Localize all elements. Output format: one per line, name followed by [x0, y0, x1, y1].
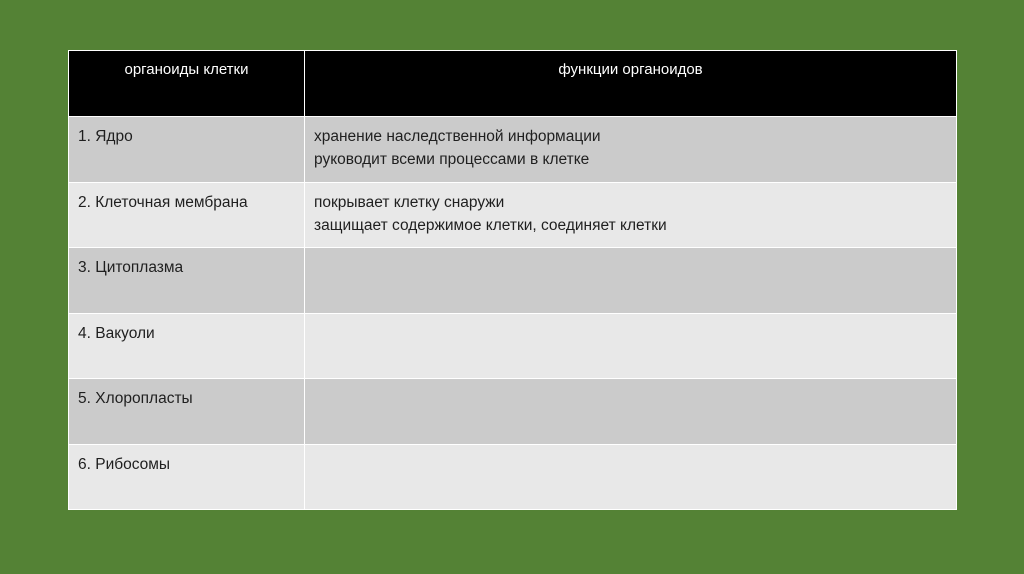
organoid-cell: 5. Хлоропласты — [69, 379, 305, 445]
function-cell — [305, 313, 957, 379]
header-functions: функции органоидов — [305, 51, 957, 117]
header-organoids: органоиды клетки — [69, 51, 305, 117]
organoid-cell: 2. Клеточная мембрана — [69, 182, 305, 248]
organoids-table — [68, 50, 957, 510]
function-cell — [305, 182, 957, 248]
table-row — [69, 182, 957, 248]
function-line: хранение наследственной информации — [314, 128, 601, 145]
function-line: защищает содержимое клетки, соединяет клетки — [314, 216, 667, 234]
table-row — [69, 117, 957, 183]
function-cell — [305, 117, 957, 183]
organoid-cell: 3. Цитоплазма — [69, 248, 305, 314]
table-row — [69, 379, 957, 445]
table-row — [69, 313, 957, 379]
table-row — [69, 444, 957, 510]
table-header-row — [69, 51, 957, 117]
organoid-cell: 1. Ядро — [69, 117, 305, 183]
organoid-cell: 6. Рибосомы — [69, 444, 305, 510]
table-row — [69, 248, 957, 314]
function-cell — [305, 444, 957, 510]
function-line: покрывает клетку снаружи — [314, 193, 505, 211]
function-line: руководит всеми процессами в клетке — [314, 151, 590, 168]
function-cell — [305, 248, 957, 314]
organoid-cell: 4. Вакуоли — [69, 313, 305, 379]
function-cell — [305, 379, 957, 445]
